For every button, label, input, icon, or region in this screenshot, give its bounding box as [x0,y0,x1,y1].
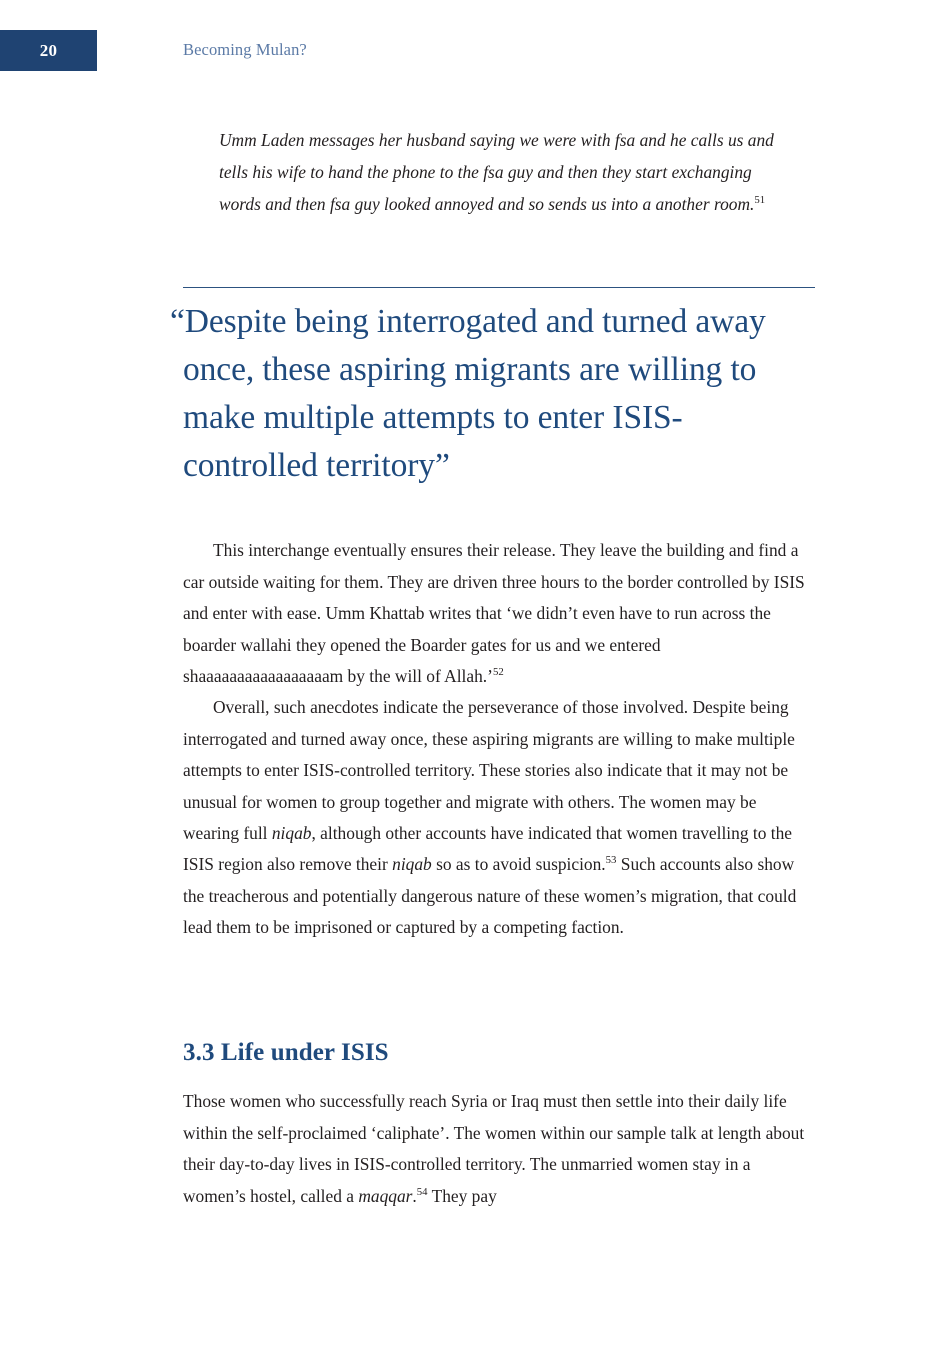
blockquote-footnote-marker: 51 [754,194,766,207]
blockquote-epigraph [219,124,779,220]
footnote-marker: 54 [416,1185,428,1198]
page-number-box [0,30,97,71]
page-number: 20 [39,41,58,60]
running-head: Becoming Mulan? [183,40,307,59]
footnote-marker: 53 [605,854,617,867]
blockquote-text: Umm Laden messages her husband saying we were with fsa and he calls us and tells his wife to hand the phone to the fsa guy and then they start exchanging words and then fsa guy looked annoyed and so sends us into a another room. [219,130,774,214]
emphasis-term: maqqar [358,1185,413,1206]
pullquote-divider [183,287,815,288]
body-paragraph: Overall, such anecdotes indicate the perseverance of those involved. Despite being interrogated and turned away once, these aspiring migrants are willing to make multiple attempts to enter ISIS-controlled territory. These stories also indicate that it may not be unusual for women to group together and migrate with others. The women may be wearing full niqab, although other accounts have indicated that women travelling to the ISIS region also remove their niqab so as to avoid suspicion.$^{53}$ Such accounts also show the treacherous and potentially dangerous nature of these women’s migration, that could lead them to be imprisoned or captured by a competing faction. [183,697,797,938]
emphasis-term: niqab [271,823,312,844]
footnote-marker: 52 [492,666,504,679]
body-paragraph: Those women who successfully reach Syria or Iraq must then settle into their daily life within the self-proclaimed ‘caliphate’. The women within our sample talk at length about their day-to-day lives in ISIS-controlled territory. The unmarried women stay in a women’s hostel, called a maqqar.$^{54}$ They pay [183,1091,805,1206]
body-paragraph: This interchange eventually ensures their release. They leave the building and find a car outside waiting for them. They are driven three hours to the border controlled by ISIS and enter with ease. Umm Khattab writes that ‘we didn’t even have to run across the boarder wallahi they opened the Boarder gates for us and we entered shaaaaaaaaaaaaaaaaam by the will of Allah.’$^{52}$ [183,540,805,687]
section-heading: 3.3 Life under ISIS [183,1038,389,1066]
pullquote [170,298,805,490]
emphasis-term: niqab [392,854,432,875]
pullquote-text: Despite being interrogated and turned away once, these aspiring migrants are willing to make multiple attempts to enter ISIS-controlled territory [183,303,766,484]
pullquote-open-quote: “ [170,303,185,340]
pullquote-close-quote: ” [434,447,450,484]
